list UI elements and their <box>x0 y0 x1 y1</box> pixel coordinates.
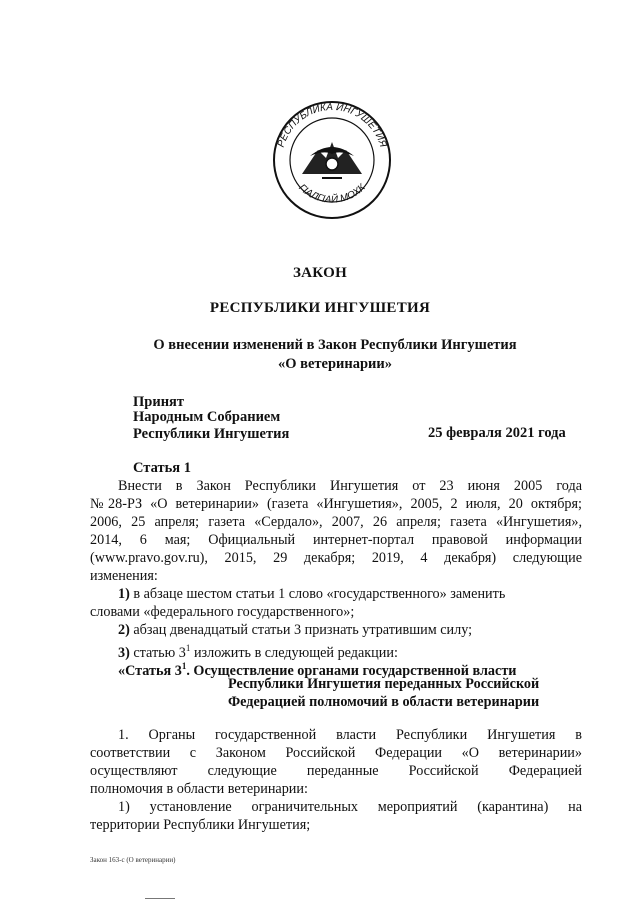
adopted-by-republic: Республики Ингушетия <box>133 426 290 442</box>
law-name-line-2: «О ветеринарии» <box>277 356 393 372</box>
new-article-title-line: . Осуществление органами государственной власти <box>186 663 517 679</box>
list-item: 1) установление ограничительных мероприятий (карантина) на <box>118 799 582 815</box>
paragraph-line: изменения: <box>90 568 158 584</box>
list-item-continuation: словами «федерального государственного»; <box>90 604 355 620</box>
item-text: статью 3 <box>133 645 186 661</box>
paragraph-line: 1. Органы государственной власти Республики Ингушетия в <box>118 727 582 743</box>
seal-top-text: РЕСПУБЛИКА ИНГУШЕТИЯ <box>275 101 389 149</box>
item-text-continued: изложить в следующей редакции: <box>193 645 398 661</box>
adopted-by: Народным Собранием <box>133 409 281 425</box>
coat-of-arms-seal <box>270 98 394 222</box>
new-article-label: «Статья 3 <box>118 663 182 679</box>
new-article-title-line: Республики Ингушетия переданных Российской <box>228 676 540 692</box>
law-name-line-1: О внесении изменений в Закон Республики Ингушетия <box>153 337 517 353</box>
document-subject: РЕСПУБЛИКИ ИНГУШЕТИЯ <box>209 300 431 316</box>
svg-text:РЕСПУБЛИКА ИНГУШЕТИЯ <box>276 102 388 149</box>
paragraph-line: полномочия в области ветеринарии: <box>90 781 308 797</box>
seal-bottom-text: ГІАЛГІАЙ МОХК <box>296 182 368 206</box>
list-item <box>118 621 582 639</box>
item-number: 2) <box>118 622 130 638</box>
item-number: 1) <box>118 586 130 602</box>
list-item-continuation: территории Республики Ингушетия; <box>90 817 311 833</box>
paragraph-line: 2006, 25 апреля; газета «Сердало», 2007, 26 апреля; газета «Ингушетия», <box>90 514 582 530</box>
paragraph-line: 2014, 6 мая; Официальный интернет-портал правовой информации <box>90 532 582 548</box>
new-article-title-line: Федерацией полномочий в области ветеринарии <box>228 694 540 710</box>
article-heading: Статья 1 <box>133 460 191 476</box>
adopted-label: Принят <box>133 394 185 410</box>
paragraph-line: соответствии с Законом Российской Федерации «О ветеринарии» <box>90 745 582 761</box>
item-text: в абзаце шестом статьи 1 слово «государственного» заменить <box>133 586 506 602</box>
adoption-date: 25 февраля 2021 года <box>428 425 566 441</box>
list-item <box>118 585 582 603</box>
scan-artifact <box>145 898 175 899</box>
document-title: ЗАКОН <box>292 265 348 281</box>
paragraph-line: (www.pravo.gov.ru), 2015, 29 декабря; 2019, 4 декабря) следующие <box>90 550 582 566</box>
footer-note: Закон 163-с (О ветеринарии) <box>90 856 176 864</box>
svg-text:ГІАЛГІАЙ МОХК <box>296 182 368 206</box>
superscript: 1 <box>185 643 191 653</box>
paragraph-line: осуществляют следующие переданные Российской Федерацией <box>90 763 582 779</box>
paragraph-line: №28-РЗ «О ветеринарии» (газета «Ингушетия», 2005, 2 июля, 20 октября; <box>90 496 582 512</box>
superscript: 1 <box>181 661 187 671</box>
item-text: абзац двенадцатый статьи 3 признать утратившим силу; <box>133 622 473 638</box>
item-number: 3) <box>118 645 130 661</box>
paragraph-line: Внести в Закон Республики Ингушетия от 23 июня 2005 года <box>118 478 582 494</box>
